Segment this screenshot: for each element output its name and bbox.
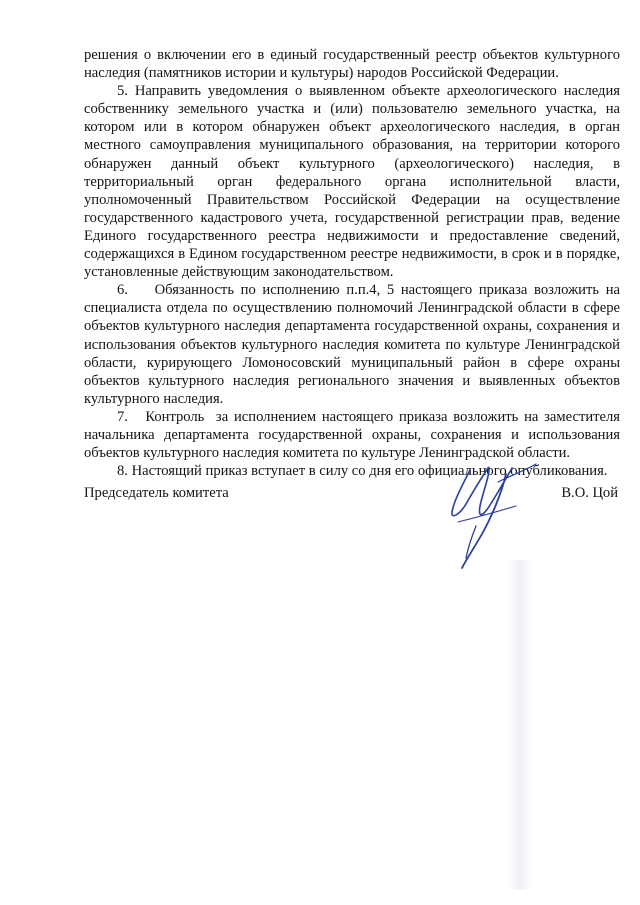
- paragraph-item-5: 5. Направить уведомления о выявленном объекте археологического наследия собственнику земельного участка и (или) пользователю земельного участка, на котором или в котором обнаружен объект археологического наследия, в орган местного самоуправления муниципального образования, на территории которого обнаружен данный объект культурного (археологического) наследия, в территориальный орган федерального органа исполнительной власти, уполномоченный Правительством Российской Федерации на осуществление государственного кадастрового учета, государственной регистрации прав, ведение Единого государственного реестра недвижимости и предоставление сведений, содержащихся в Едином государственном реестре недвижимости, в срок и в порядке, установленные действующим законодательством.: [84, 83, 620, 281]
- signer-name: В.О. Цой: [561, 485, 618, 501]
- paragraph-item-7: 7. Контроль за исполнением настоящего приказа возложить на заместителя начальника департамента государственной охраны, сохранения и использования объектов культурного наследия комитета по культуре Ленинградской области.: [84, 408, 624, 462]
- paragraph-item-8: 8. Настоящий приказ вступает в силу со дня его официального опубликования.: [117, 463, 608, 480]
- paragraph-intro-tail: решения о включении его в единый государственный реестр объектов культурного наследия (памятников истории и культуры) народов Российской Федерации.: [84, 47, 620, 82]
- document-body: [84, 46, 624, 480]
- paragraph-item-6: 6. Обязанность по исполнению п.п.4, 5 настоящего приказа возложить на специалиста отдела по осуществлению полномочий Ленинградской области в сфере объектов культурного наследия департамента государственной охраны, сохранения и использования объектов культурного наследия комитета по культуре Ленинградской области, курирующего Ломоносовский муниципальный район в сфере охраны объектов культурного наследия регионального значения и выявленных объектов культурного наследия.: [84, 282, 624, 407]
- handwritten-signature: [440, 452, 540, 577]
- signer-title: Председатель комитета: [84, 485, 229, 501]
- scan-artifact: [507, 560, 533, 890]
